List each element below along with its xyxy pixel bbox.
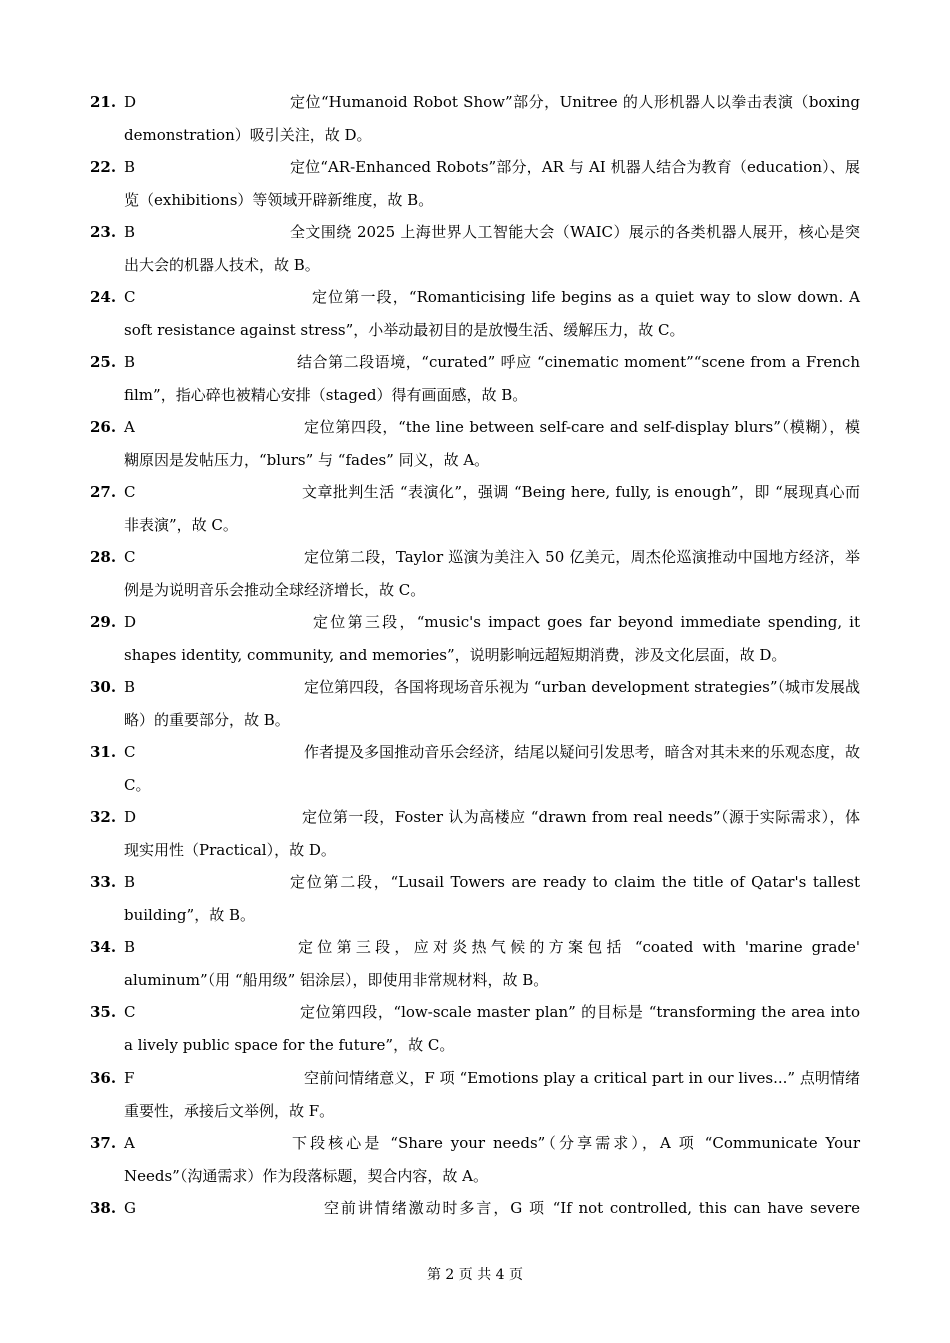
answer-letter: D <box>124 613 137 631</box>
explanation-text: 定位第三段，应对炎热气候的方案包括 “coated with 'marine grade' aluminum”（用 “船用级” 铝涂层），即使用非常规材料，故 B。 <box>124 938 860 989</box>
question-number: 27. <box>90 483 117 501</box>
answer-item-25 <box>90 346 860 411</box>
explanation-text: 文章批判生活 “表演化”，强调 “Being here, fully, is enough”，即 “展现真心而非表演”，故 C。 <box>124 483 860 534</box>
explanation-text: 结合第二段语境，“curated” 呼应 “cinematic moment”“scene from a French film”，指心碎也被精心安排（staged）得有画面感，故 B。 <box>124 353 860 404</box>
answer-item-34 <box>90 931 860 996</box>
explanation-text: 定位第二段，Taylor 巡演为美注入 50 亿美元，周杰伦巡演推动中国地方经济，举例是为说明音乐会推动全球经济增长，故 C。 <box>124 548 860 599</box>
explanation-text: 全文围绕 2025 上海世界人工智能大会（WAIC）展示的各类机器人展开，核心是突出大会的机器人技术，故 B。 <box>124 223 860 274</box>
answer-letter: B <box>124 158 136 176</box>
answer-letter: A <box>124 418 135 436</box>
answer-item-23 <box>90 216 860 281</box>
explanation-text: 空前问情绪意义，F 项 “Emotions play a critical part in our lives...” 点明情绪重要性，承接后文举例，故 F。 <box>124 1069 860 1120</box>
answer-item-28 <box>90 541 860 606</box>
explanation-text: 定位第一段，Foster 认为高楼应 “drawn from real needs”（源于实际需求），体现实用性（Practical），故 D。 <box>124 808 860 859</box>
answer-letter: B <box>124 938 136 956</box>
answer-letter: C <box>124 288 136 306</box>
explanation-text: 定位第四段，“the line between self-care and self-display blurs”（模糊），模糊原因是发帖压力，“blurs” 与 “fades” 同义，故 A。 <box>124 418 860 469</box>
explanation-text: 定位第四段，各国将现场音乐视为 “urban development strategies”（城市发展战略）的重要部分，故 B。 <box>124 678 860 729</box>
explanation-text: 作者提及多国推动音乐会经济，结尾以疑问引发思考，暗含对其未来的乐观态度，故 C。 <box>124 743 860 794</box>
question-number: 32. <box>90 808 117 826</box>
explanation-text: 定位第四段，“low-scale master plan” 的目标是 “transforming the area into a lively public space for the future”，故 C。 <box>124 1003 860 1054</box>
question-number: 35. <box>90 1003 117 1021</box>
answer-item-27 <box>90 476 860 541</box>
answer-item-24 <box>90 281 860 346</box>
question-number: 29. <box>90 613 117 631</box>
answer-letter: G <box>124 1199 136 1217</box>
answer-letter: C <box>124 548 136 566</box>
answer-item-36 <box>90 1062 860 1127</box>
question-number: 33. <box>90 873 117 891</box>
question-number: 37. <box>90 1134 117 1152</box>
answer-item-30 <box>90 671 860 736</box>
answer-letter: C <box>124 483 136 501</box>
explanation-text: 定位第一段，“Romanticising life begins as a quiet way to slow down. A soft resistance against stress”，小举动最初目的是放慢生活、缓解压力，故 C。 <box>124 288 860 339</box>
answer-item-26 <box>90 411 860 476</box>
answer-item-37 <box>90 1127 860 1192</box>
question-number: 22. <box>90 158 117 176</box>
answer-letter: B <box>124 873 136 891</box>
answer-letter: B <box>124 353 136 371</box>
question-number: 34. <box>90 938 117 956</box>
page-footer: 第 2 页 共 4 页 <box>426 1267 524 1283</box>
explanation-text: 空前讲情绪激动时多言，G 项 “If not controlled, this can have severe <box>324 1199 860 1217</box>
explanation-text: 定位第二段，“Lusail Towers are ready to claim the title of Qatar's tallest building”，故 B。 <box>124 873 860 924</box>
question-number: 23. <box>90 223 117 241</box>
answer-item-33 <box>90 866 860 931</box>
answer-item-35 <box>90 996 860 1061</box>
answer-item-22 <box>90 151 860 216</box>
answer-item-32 <box>90 801 860 866</box>
answer-letter: A <box>124 1134 135 1152</box>
answer-item-31 <box>90 736 860 801</box>
question-number: 24. <box>90 288 117 306</box>
answer-letter: F <box>124 1069 135 1087</box>
question-number: 25. <box>90 353 117 371</box>
explanation-text: 定位“Humanoid Robot Show”部分，Unitree 的人形机器人以拳击表演（boxing demonstration）吸引关注，故 D。 <box>124 93 860 144</box>
explanation-text: 定位第三段，“music's impact goes far beyond immediate spending, it shapes identity, community, and memories”，说明影响远超短期消费，涉及文化层面，故 D。 <box>124 613 860 664</box>
question-number: 31. <box>90 743 117 761</box>
answer-letter: D <box>124 808 137 826</box>
answer-letter: B <box>124 223 136 241</box>
question-number: 28. <box>90 548 117 566</box>
answer-item-29 <box>90 606 860 671</box>
answer-letter: C <box>124 743 136 761</box>
explanation-text: 定位“AR-Enhanced Robots”部分，AR 与 AI 机器人结合为教育（education）、展览（exhibitions）等领域开辟新维度，故 B。 <box>124 158 860 209</box>
answer-letter: D <box>124 93 137 111</box>
question-number: 26. <box>90 418 117 436</box>
question-number: 38. <box>90 1199 117 1217</box>
question-number: 36. <box>90 1069 117 1087</box>
question-number: 30. <box>90 678 117 696</box>
answer-letter: B <box>124 678 136 696</box>
question-number: 21. <box>90 93 117 111</box>
answer-item-21 <box>90 86 860 151</box>
explanation-text: 下段核心是 “Share your needs”（分享需求），A 项 “Communicate Your Needs”（沟通需求）作为段落标题，契合内容，故 A。 <box>124 1134 860 1185</box>
answer-letter: C <box>124 1003 136 1021</box>
answer-item-38 <box>90 1192 860 1225</box>
